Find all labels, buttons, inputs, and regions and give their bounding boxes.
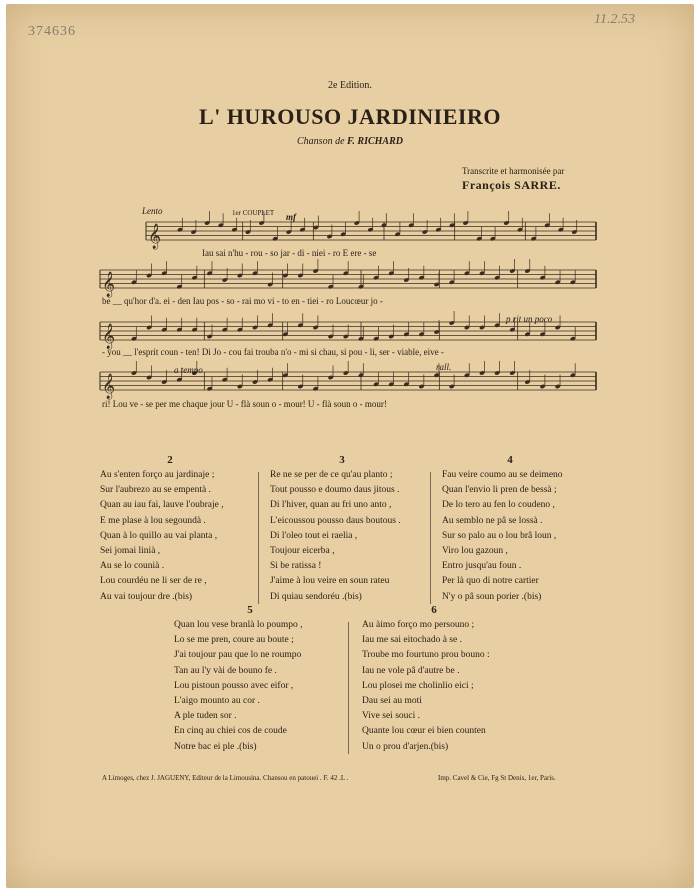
verse-3-number: 3 [339,454,345,466]
verse-6 [362,618,490,755]
verse-2-line: Au se lo counià . [100,561,165,572]
couplet-marking: 1er COUPLET [232,209,275,217]
verse-3-line: Di l'oleo tout ei raelia , [270,530,358,541]
verse-2-line: Sei jomai linià , [100,546,161,557]
treble-clef-icon: 𝄞 [102,272,116,297]
verse-3-line: Di quiau sendoréu .(bis) [270,591,362,602]
verse-5-line: A ple tuden sor . [174,711,237,722]
printer-imprint: Imp. Cavel & Cie, Fg St Denis, 1er, Paris. [438,774,556,782]
verse-5-line: Notre bac ei ple .(bis) [174,741,257,752]
column-divider [258,472,259,604]
author-name: F. RICHARD [347,136,403,147]
verse-3-line: Tout pousso e doumo daus jitous . [270,485,400,496]
verse-2-line: Quan à lo quillo au vai planta , [100,530,218,541]
verse-6-line: Quante lou cœur ei bien counten [362,726,486,737]
rall-marking: rall. [436,362,452,372]
sheet-page [6,4,694,888]
verse-4-line: Viro lou gazoun , [442,546,508,557]
verse-4-line: Fau veire coumo au se deimeno [442,470,563,480]
verse-4 [442,468,563,605]
column-divider [430,472,431,604]
verse-2-line: Quan au iau fai, lauve l'oubraje , [100,500,224,511]
rit-poco-marking: p rit un poco [506,314,553,324]
score-staves [6,4,694,424]
verse-6-line: Lou plosei me cholinlio eici ; [362,680,474,691]
verse-3-line: Si be ratissa ! [270,561,322,572]
verse-2-number: 2 [167,454,173,466]
treble-clef-icon: 𝄞 [148,224,162,249]
lyric-line-2: be __ qu'hor d'a. ei - den Iau pos - so - rai mo vi - to en - tiei - ro Loucœur jo - [102,296,383,306]
song-title: L' HUROUSO JARDINIEIRO [199,104,501,129]
treble-clef-icon: 𝄞 [102,374,116,399]
treble-clef-icon: 𝄞 [102,324,116,349]
verse-6-number: 6 [431,604,437,616]
lyric-line-4: ri! Lou ve - se per me chaque jour U - flà soun o - mour! U - flà soun o - mour! [102,399,387,409]
verse-4-line: N'y o pâ soun porier .(bis) [442,591,542,602]
arranger-label: Transcrite et harmonisée par [462,166,565,176]
verse-5-line: Lo se me pren, coure au boute ; [174,635,294,646]
verse-4-line: De lo tero au fen lo coudeno , [442,500,555,511]
verse-5-number: 5 [247,604,253,616]
verse-5-line: Tan au l'y vài de bouno fe . [174,665,277,676]
verse-2-line: Lou courdéu ne li ser de re , [100,576,207,587]
subtitle-prefix: Chanson de [297,136,345,147]
verse-6-line: Au àimo forço mo persouno ; [362,620,475,630]
verse-4-line: Au semblo ne pâ se lossà . [442,515,543,526]
verse-5-line: Lou pistoun pousso avec eifor , [174,680,294,691]
verse-4-line: Per là quo di notre cartier [442,576,539,587]
verse-3-line: Re ne se per de ce qu'au planto ; [270,470,393,480]
publisher-imprint: A Limoges, chez J. JAGUENY, Editeur de la Limousina. Chansou en patouei . F. 42 .L . [102,774,349,782]
verse-4-line: Entro jusqu'au foun . [442,561,522,572]
verse-4-number: 4 [507,454,513,466]
edition-label: 2e Edition. [328,80,372,91]
verse-5-line: L'aigo mounto au cor . [174,696,260,707]
verse-5-line: Quan lou vese branlà lo poumpo , [174,620,303,630]
verse-2-line: E me plase à lou segoundà . [100,515,206,526]
verse-4-line: Quan l'envio li pren de bessà ; [442,485,557,496]
music-score [6,4,694,424]
column-divider [348,622,349,754]
verse-3-line: Di l'hiver, quan au fri uno anto , [270,500,392,511]
verse-2 [100,468,224,605]
verse-2-line: Au s'enten forço au jardinaje ; [100,470,215,480]
verse-3-line: J'aime à lou veire en soun rateu [270,576,390,587]
verse-6-line: Iau ne vole pâ d'autre be . [362,665,460,676]
lyric-line-3: - you __ l'esprit coun - ten! Di Jo - cou fai trouba n'o - mi si chau, si pou - li, ser - viable, eive - [102,347,444,357]
a-tempo-marking: a tempo [174,365,203,375]
arranger-name: François SARRE. [462,178,561,192]
verse-5-line: J'ai toujour pau que lo ne roumpo [174,650,302,661]
lyric-line-1: Iau sai n'hu - rou - so jar - di - niei - ro E ere - se [202,248,377,258]
verse-5-line: En cinq au chiei cos de coude [174,726,287,737]
verse-5 [174,618,303,755]
verse-4-line: Sur so palo au o lou brâ loun , [442,530,557,541]
verse-6-line: Dau sei au moti [362,696,422,707]
verse-3 [270,468,401,605]
verse-3-line: L'eicoussou pousso daus boutous . [270,515,401,526]
verse-6-line: Un o prou d'arjen.(bis) [362,741,449,752]
verse-3-line: Toujour eicerba , [270,546,335,557]
verse-6-line: Iau me sai eitochado à se . [362,635,462,646]
verse-6-line: Troube mo fourtuno prou bouno : [362,650,490,661]
dynamic-marking: mf [286,212,296,222]
handwritten-date: 11.2.53 [594,12,635,27]
tempo-marking: Lento [142,206,163,216]
verse-6-line: Vive sei souci . [362,711,421,722]
shelfmark-stamp: 374636 [28,24,76,39]
verse-2-line: Sur l'aubrezo au se empentà . [100,485,211,496]
verse-2-line: Au vai toujour dre .(bis) [100,591,193,602]
